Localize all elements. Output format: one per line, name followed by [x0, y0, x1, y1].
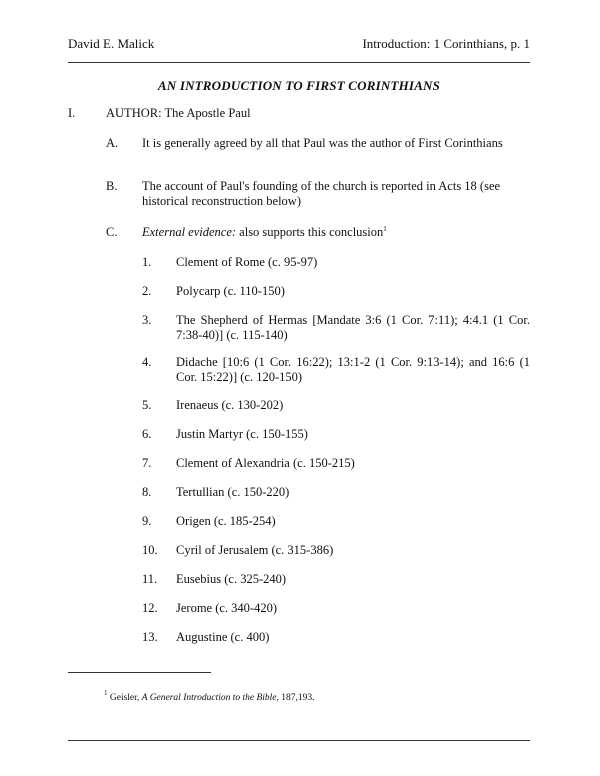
evidence-text: Justin Martyr (c. 150-155) — [176, 427, 308, 441]
evidence-number: 12. — [142, 601, 158, 615]
evidence-number: 9. — [142, 514, 152, 528]
evidence-number: 1. — [142, 255, 152, 269]
evidence-number: 7. — [142, 456, 152, 470]
evidence-number: 3. — [142, 313, 152, 327]
footnote-work: A General Introduction to the Bible — [141, 693, 277, 703]
evidence-text: Jerome (c. 340-420) — [176, 601, 278, 615]
evidence-number: 13. — [142, 630, 158, 644]
page-header — [68, 36, 530, 56]
evidence-text: Polycarp (c. 110-150) — [176, 284, 285, 298]
footnote-author: Geisler, — [109, 693, 142, 703]
evidence-text: Eusebius (c. 325-240) — [176, 572, 287, 586]
point-b-label: B. — [106, 179, 118, 193]
point-c-label: C. — [106, 225, 118, 239]
evidence-number: 6. — [142, 427, 152, 441]
header-author: David E. Malick — [68, 36, 155, 51]
header-rule — [68, 62, 530, 63]
section-numeral: I. — [68, 106, 76, 120]
footer-rule — [68, 740, 530, 741]
evidence-text: Irenaeus (c. 130-202) — [176, 398, 284, 412]
evidence-text: Augustine (c. 400) — [176, 630, 270, 644]
footnote-ref: 1 — [383, 225, 387, 233]
evidence-number: 11. — [142, 572, 158, 586]
evidence-text: The Shepherd of Hermas [Mandate 3:6 (1 Cor. 7:11); 4:4.1 (1 Cor. 7:38-40)] (c. 115-140) — [176, 313, 530, 342]
evidence-text: Origen (c. 185-254) — [176, 514, 276, 528]
point-a-text: It is generally agreed by all that Paul was the author of First Corinthians — [142, 136, 503, 150]
evidence-number: 10. — [142, 543, 158, 557]
evidence-number: 2. — [142, 284, 152, 298]
evidence-text: Didache [10:6 (1 Cor. 16:22); 13:1-2 (1 Cor. 9:13-14); and 16:6 (1 Cor. 15:22)] (c. 120-150) — [176, 355, 530, 384]
header-page-label: Introduction: 1 Corinthians, p. 1 — [362, 36, 530, 51]
footnote-pages: , 187,193. — [276, 693, 315, 703]
evidence-text: Tertullian (c. 150-220) — [176, 485, 290, 499]
document-title: AN INTRODUCTION TO FIRST CORINTHIANS — [157, 78, 441, 93]
evidence-text: Clement of Alexandria (c. 150-215) — [176, 456, 355, 470]
footnote — [104, 689, 315, 703]
point-c-text — [142, 225, 530, 240]
evidence-text: Cyril of Jerusalem (c. 315-386) — [176, 543, 334, 557]
point-a-label: A. — [106, 136, 119, 150]
evidence-number: 4. — [142, 355, 152, 369]
point-b-text: The account of Paul's founding of the church is reported in Acts 18 (see historical reconstruction below) — [142, 179, 501, 208]
footnote-marker: 1 — [104, 689, 108, 697]
section-heading: AUTHOR: The Apostle Paul — [106, 106, 251, 120]
point-c-emphasis: External evidence: — [142, 225, 237, 239]
evidence-text: Clement of Rome (c. 95-97) — [176, 255, 318, 269]
footnote-rule — [68, 672, 211, 673]
evidence-number: 5. — [142, 398, 152, 412]
point-c-body: also supports this conclusion — [236, 225, 384, 239]
evidence-number: 8. — [142, 485, 152, 499]
